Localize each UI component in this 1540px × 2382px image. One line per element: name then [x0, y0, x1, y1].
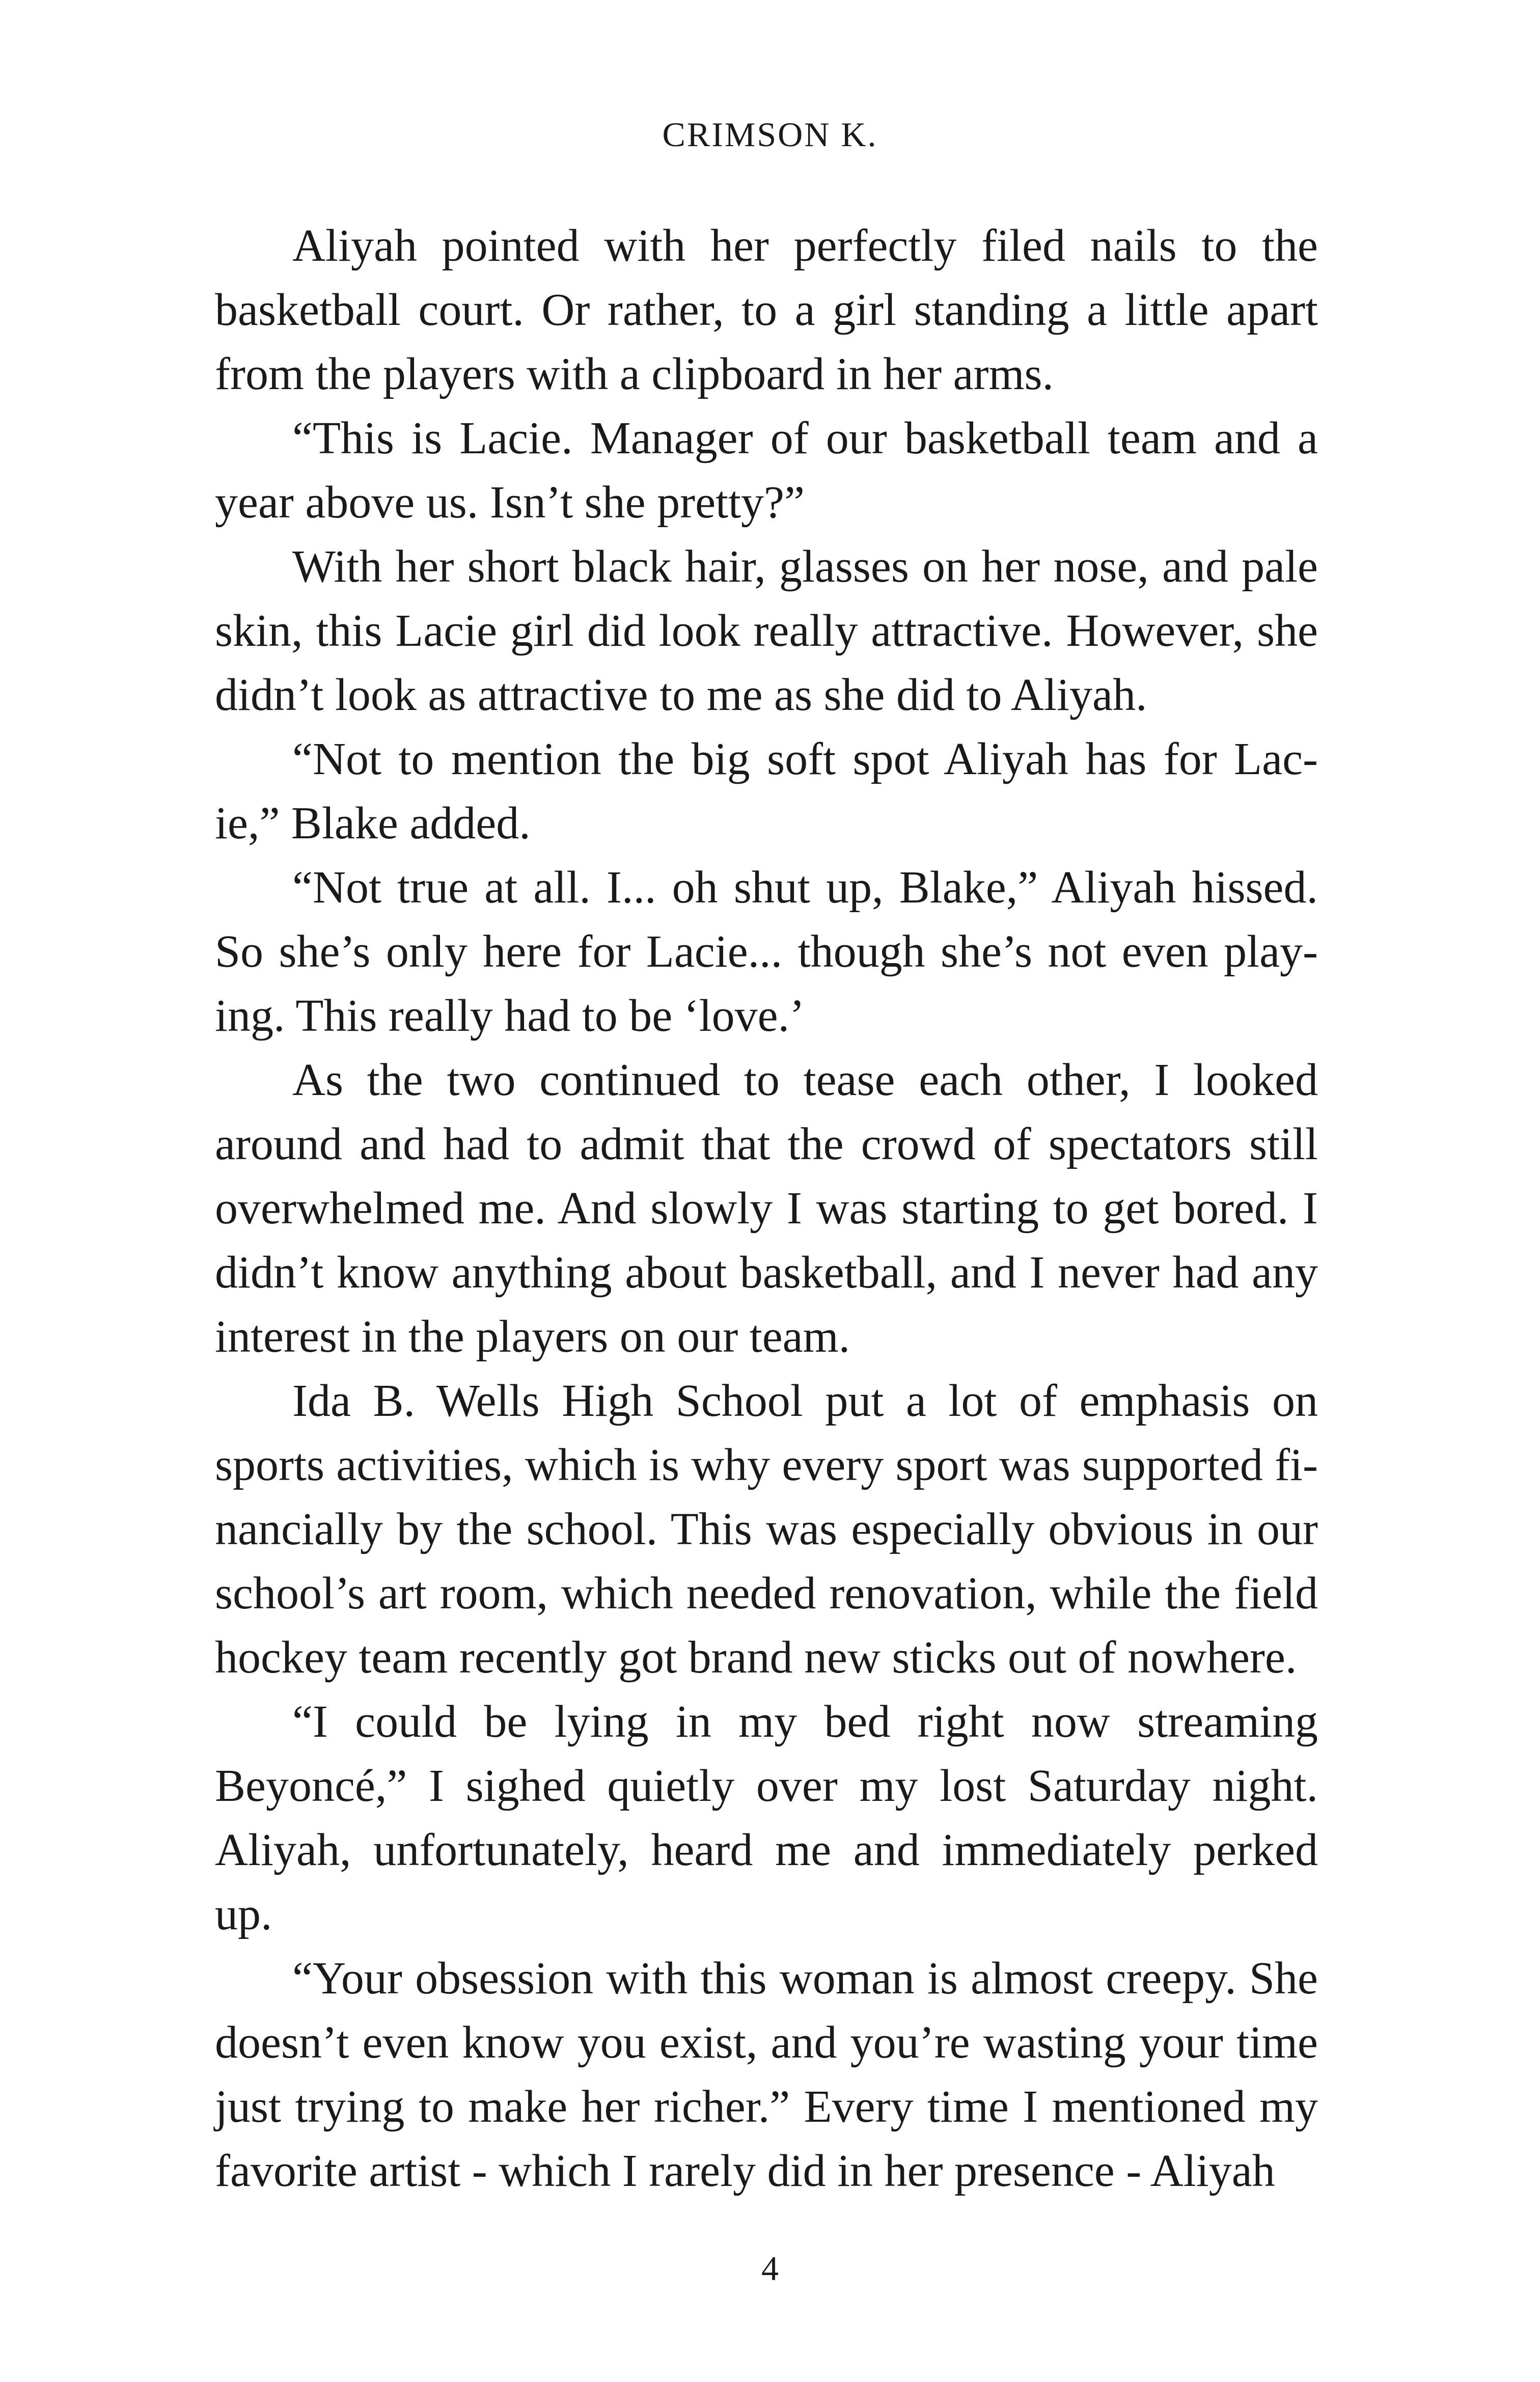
paragraph: “Not to mention the big soft spot Aliyah has for Lac-ie,” Blake added.	[215, 734, 1318, 848]
paragraph: With her short black hair, glasses on her nose, and pale skin, this Lacie girl did look really attractive. However, she didn’t look as attractive to me as she did to Aliyah.	[215, 541, 1318, 720]
body-text	[215, 214, 1318, 2203]
paragraph: Aliyah pointed with her perfectly filed nails to the basketball court. Or rather, to a girl standing a little apart from the players with a clipboard in her arms.	[215, 221, 1318, 399]
running-head: CRIMSON K.	[662, 115, 878, 154]
paragraph: “Not true at all. I... oh shut up, Blake,” Aliyah hissed. So she’s only here for Lacie... though she’s not even play-ing. This really had to be ‘love.’	[215, 862, 1318, 1041]
page-number: 4	[761, 2249, 779, 2288]
paragraph: As the two continued to tease each other, I looked around and had to admit that the crowd of spectators still overwhelmed me. And slowly I was starting to get bored. I didn’t know anything about basketball, and I never had any interest in the players on our team.	[215, 1055, 1318, 1362]
paragraph: “Your obsession with this woman is almost creepy. She doesn’t even know you exist, and you’re wasting your time just trying to make her richer.” Every time I mentioned my favorite artist - which I rarely did in her presence - Aliyah	[215, 1953, 1318, 2196]
paragraph: “I could be lying in my bed right now streaming Beyoncé,” I sighed quietly over my lost Saturday night. Aliyah, unfortunately, heard me and immediately perked up.	[215, 1696, 1318, 1939]
paragraph: Ida B. Wells High School put a lot of emphasis on sports activities, which is why every sport was supported fi-nancially by the school. This was especially obvious in our school’s art room, which needed renovation, while the field hockey team recently got brand new sticks out of nowhere.	[215, 1376, 1318, 1683]
paragraph: “This is Lacie. Manager of our basketball team and a year above us. Isn’t she pretty?”	[215, 413, 1318, 528]
